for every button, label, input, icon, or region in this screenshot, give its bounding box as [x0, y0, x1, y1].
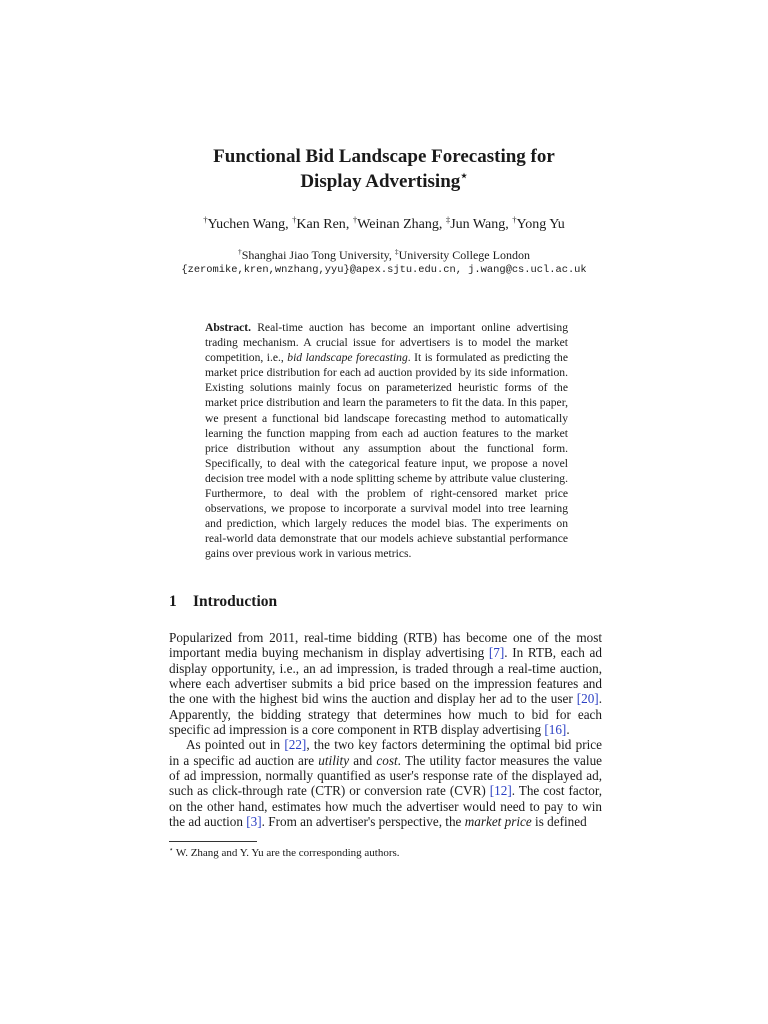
text-run: . In RTB, each ad display opportunity, i.e., an ad impression, is traded through a real-time auction, where each advertiser submits a bid price based on the impression features and the one with the highest bid wins the auction and display her ad to the user: [169, 645, 602, 707]
affiliation-mark: †: [238, 247, 242, 256]
text-run: and: [353, 752, 373, 768]
author-mark: ‡: [445, 214, 451, 225]
affiliation-name: Shanghai Jiao Tong University: [241, 248, 389, 262]
affiliation-mark: ‡: [394, 247, 399, 256]
citation-link[interactable]: [3]: [246, 814, 262, 830]
author-mark: †: [203, 214, 208, 225]
paragraph: [169, 630, 602, 737]
emphasis: cost: [376, 752, 398, 768]
affiliation-name: University College London: [398, 248, 530, 262]
author-name: Kan Ren: [296, 217, 346, 232]
citation-link[interactable]: [7]: [488, 645, 505, 661]
paper-title: [120, 144, 648, 194]
author-emails: {zeromike,kren,wnzhang,yyu}@apex.sjtu.edu.cn, j.wang@cs.ucl.ac.uk: [181, 264, 587, 276]
text-run: . The utility factor measures the value of ad impression, normally quantified as user's response rate of the displayed ad, such as click-through rate (CTR) or conversion rate (CVR): [169, 752, 603, 799]
abstract-text-part: Real-time auction has become an important online advertising trading mechanism. A crucial issue for advertisers is to model the market competition, i.e.,: [205, 321, 568, 365]
introduction-body: [169, 630, 602, 829]
author-name: Yong Yu: [516, 217, 565, 232]
emphasis: utility: [318, 752, 350, 768]
author-mark: †: [352, 214, 358, 225]
abstract-emphasis: bid landscape forecasting: [287, 351, 408, 365]
text-run: . Apparently, the bidding strategy that determines how much to bid for each specific ad impression is a core component in RTB display advertising: [169, 691, 602, 738]
author-mark: †: [292, 214, 297, 225]
paragraph: [169, 737, 602, 829]
text-run: . From an advertiser's perspective, the: [261, 814, 462, 830]
footnote: [169, 846, 602, 860]
text-run: is defined: [535, 814, 587, 830]
citation-link[interactable]: [12]: [489, 783, 512, 799]
author-name: Weinan Zhang: [357, 217, 439, 232]
text-run: As pointed out in: [186, 737, 281, 753]
abstract: [205, 320, 568, 562]
abstract-text-part: . It is formulated as predicting the market price distribution for each ad auction provided by its side information. Existing solutions mainly focus on parameterized heuristic forms of the market price distribution and learn the parameters to fit the data. In this paper, we present a functional bid landscape forecasting method to automatically learning the function mapping from each ad auction features to the market price distribution without any assumption about the functional form. Specifically, to deal with the categorical feature input, we propose a novel decision tree model with a node splitting scheme by attribute value clustering. Furthermore, to deal with the problem of right-censored market price observations, we propose to incorporate a survival model into tree learning and prediction, which largely reduces the model bias. The experiments on real-world data demonstrate that our models achieve substantial performance gains over previous work in various metrics.: [205, 351, 568, 561]
affiliations: †Shanghai Jiao Tong University, ‡University College London: [238, 247, 530, 262]
text-run: Popularized from 2011, real-time bidding (RTB) has become one of the most important media buying mechanism in display advertising: [169, 630, 602, 661]
citation-link[interactable]: [20]: [576, 691, 599, 707]
author-name: Yuchen Wang: [207, 217, 286, 232]
emphasis: market price: [464, 814, 532, 830]
author-list: †Yuchen Wang, †Kan Ren, †Weinan Zhang, ‡Jun Wang, †Yong Yu: [203, 214, 565, 232]
author-mark: †: [512, 214, 517, 225]
author-name: Jun Wang: [450, 217, 506, 232]
title-footnote-mark: ⋆: [460, 169, 468, 183]
footnote-mark: ⋆: [169, 846, 174, 854]
citation-link[interactable]: [16]: [544, 722, 567, 738]
abstract-label: Abstract.: [205, 321, 252, 334]
text-run: . The cost factor, on the other hand, estimates how much the advertiser would need to pay to win the ad auction: [169, 783, 602, 830]
text-run: , the two key factors determining the optimal bid price in a specific ad auction are: [169, 737, 602, 768]
citation-link[interactable]: [22]: [284, 737, 307, 753]
footnote-divider: [169, 841, 257, 842]
section-heading: [169, 592, 277, 612]
section-number: 1: [169, 593, 177, 610]
title-line-2: Display Advertising: [300, 171, 461, 192]
text-run: .: [566, 722, 570, 738]
section-title: Introduction: [193, 593, 278, 610]
title-line-1: Functional Bid Landscape Forecasting for: [213, 146, 555, 167]
footnote-text: W. Zhang and Y. Yu are the corresponding authors.: [175, 847, 400, 859]
